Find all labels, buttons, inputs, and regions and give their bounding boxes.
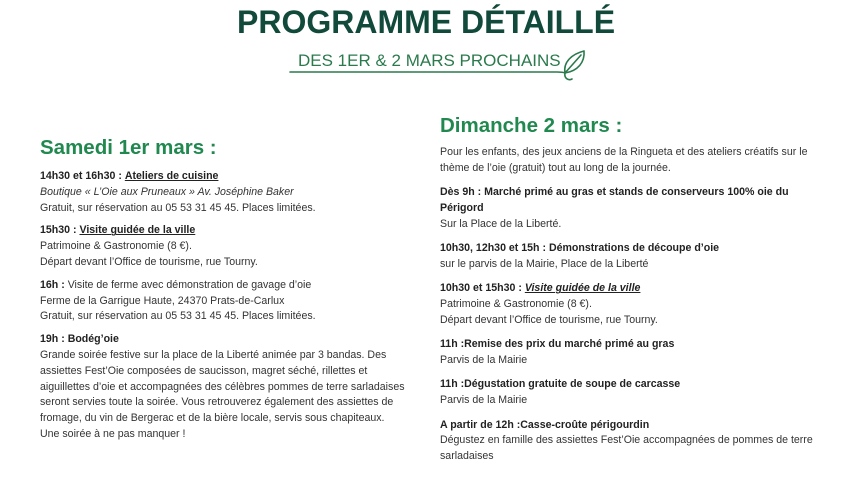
event-time: 10h30 et 15h30 : (440, 282, 522, 295)
event-title-line (40, 332, 420, 348)
event-detail: Ferme de la Garrigue Haute, 24370 Prats-de-Carlux (40, 294, 285, 307)
event-bodegoie (40, 332, 420, 443)
saturday-heading: Samedi 1er mars : (40, 136, 217, 159)
event-title-line: 11h :Remise des prix du marché primé au gras (440, 338, 675, 351)
event-soup-tasting (440, 377, 835, 408)
event-description-line: aiguillettes d’oie et accompagnées des célèbres pommes de terre sarladaises (40, 380, 405, 393)
event-title-line (40, 169, 420, 185)
event-time: 14h30 et 16h30 : (40, 170, 122, 182)
guided-tour-link[interactable]: Visite guidée de la ville (524, 282, 641, 295)
event-cooking-workshops (40, 169, 420, 216)
event-title-line: A partir de 12h :Casse-croûte périgourdin (440, 418, 650, 431)
event-detail: Départ devant l’Office de tourisme, rue Tourny. (40, 255, 258, 268)
intro-line: Pour les enfants, des jeux anciens de la Ringueta et des ateliers créatifs sur le (440, 146, 808, 158)
event-detail: Gratuit, sur réservation au 05 53 31 45 45. Places limitées. (40, 201, 316, 214)
event-title-line: Dès 9h : Marché primé au gras et stands de conserveurs 100% oie du (440, 186, 789, 199)
event-time: 15h30 : (40, 224, 77, 237)
underline-stroke (290, 72, 565, 73)
saturday-column (40, 136, 420, 450)
sunday-intro (440, 145, 835, 176)
event-title: Bodég’oie (67, 333, 119, 346)
event-title-line: Périgord (440, 201, 484, 214)
event-detail: Gratuit, sur réservation au 05 53 31 45 45. Places limitées. (40, 310, 316, 323)
event-title-line (440, 281, 835, 297)
leaf-icon (565, 51, 584, 80)
event-snack (440, 418, 835, 465)
event-detail: Patrimoine & Gastronomie (8 €). (40, 240, 192, 253)
event-time: 16h : (40, 278, 65, 291)
subtitle-underline (285, 45, 595, 90)
guided-tour-link[interactable]: Visite guidée de la ville (79, 224, 196, 237)
event-detail: Parvis de la Mairie (440, 394, 528, 407)
event-detail: Sur la Place de la Liberté. (440, 217, 562, 230)
event-description-line: Grande soirée festive sur la place de la Liberté animée par 3 bandas. Des (40, 348, 387, 361)
sunday-heading: Dimanche 2 mars : (440, 114, 623, 137)
sunday-column (440, 114, 835, 474)
event-detail: Départ devant l’Office de tourisme, rue Tourny. (440, 313, 658, 326)
event-description-line: seront servies toute la soirée. Vous retrouverez également des assiettes de (40, 396, 394, 409)
event-farm-visit (40, 278, 420, 325)
event-time: 19h : (40, 333, 65, 346)
event-title-line (40, 223, 420, 239)
event-detail: sur le parvis de la Mairie, Place de la Liberté (440, 257, 649, 270)
page-subtitle: DES 1ER & 2 MARS PROCHAINS (298, 51, 561, 70)
intro-line: thème de l’oie (gratuit) tout au long de la journée. (440, 161, 671, 174)
event-venue: Boutique « L’Oie aux Pruneaux » Av. Joséphine Baker (40, 185, 294, 198)
event-carving-demo (440, 241, 835, 272)
event-market (440, 185, 835, 232)
event-title: Visite de ferme avec démonstration de gavage d’oie (67, 278, 312, 291)
event-prize-giving (440, 337, 835, 368)
event-guided-tour (440, 281, 835, 328)
event-detail: Patrimoine & Gastronomie (8 €). (440, 298, 592, 311)
event-description-line: Une soirée à ne pas manquer ! (40, 427, 186, 440)
event-detail: sarladaises (440, 450, 494, 463)
event-description-line: assiettes Fest’Oie composées de saucisson, magret séché, rillettes et (40, 364, 368, 377)
event-guided-tour (40, 223, 420, 270)
event-title-line (40, 278, 420, 294)
cooking-workshops-link[interactable]: Ateliers de cuisine (124, 170, 219, 182)
page-title: PROGRAMME DÉTAILLÉ (237, 4, 616, 40)
event-description-line: fromage, du vin de Bergerac et de la bière locale, servis sous chapiteaux. (40, 412, 385, 425)
event-title-line: 11h :Dégustation gratuite de soupe de carcasse (440, 378, 681, 391)
event-detail: Dégustez en famille des assiettes Fest’Oie accompagnées de pommes de terre (440, 434, 813, 447)
event-title-line: 10h30, 12h30 et 15h : Démonstrations de découpe d’oie (440, 242, 720, 255)
event-detail: Parvis de la Mairie (440, 353, 528, 366)
